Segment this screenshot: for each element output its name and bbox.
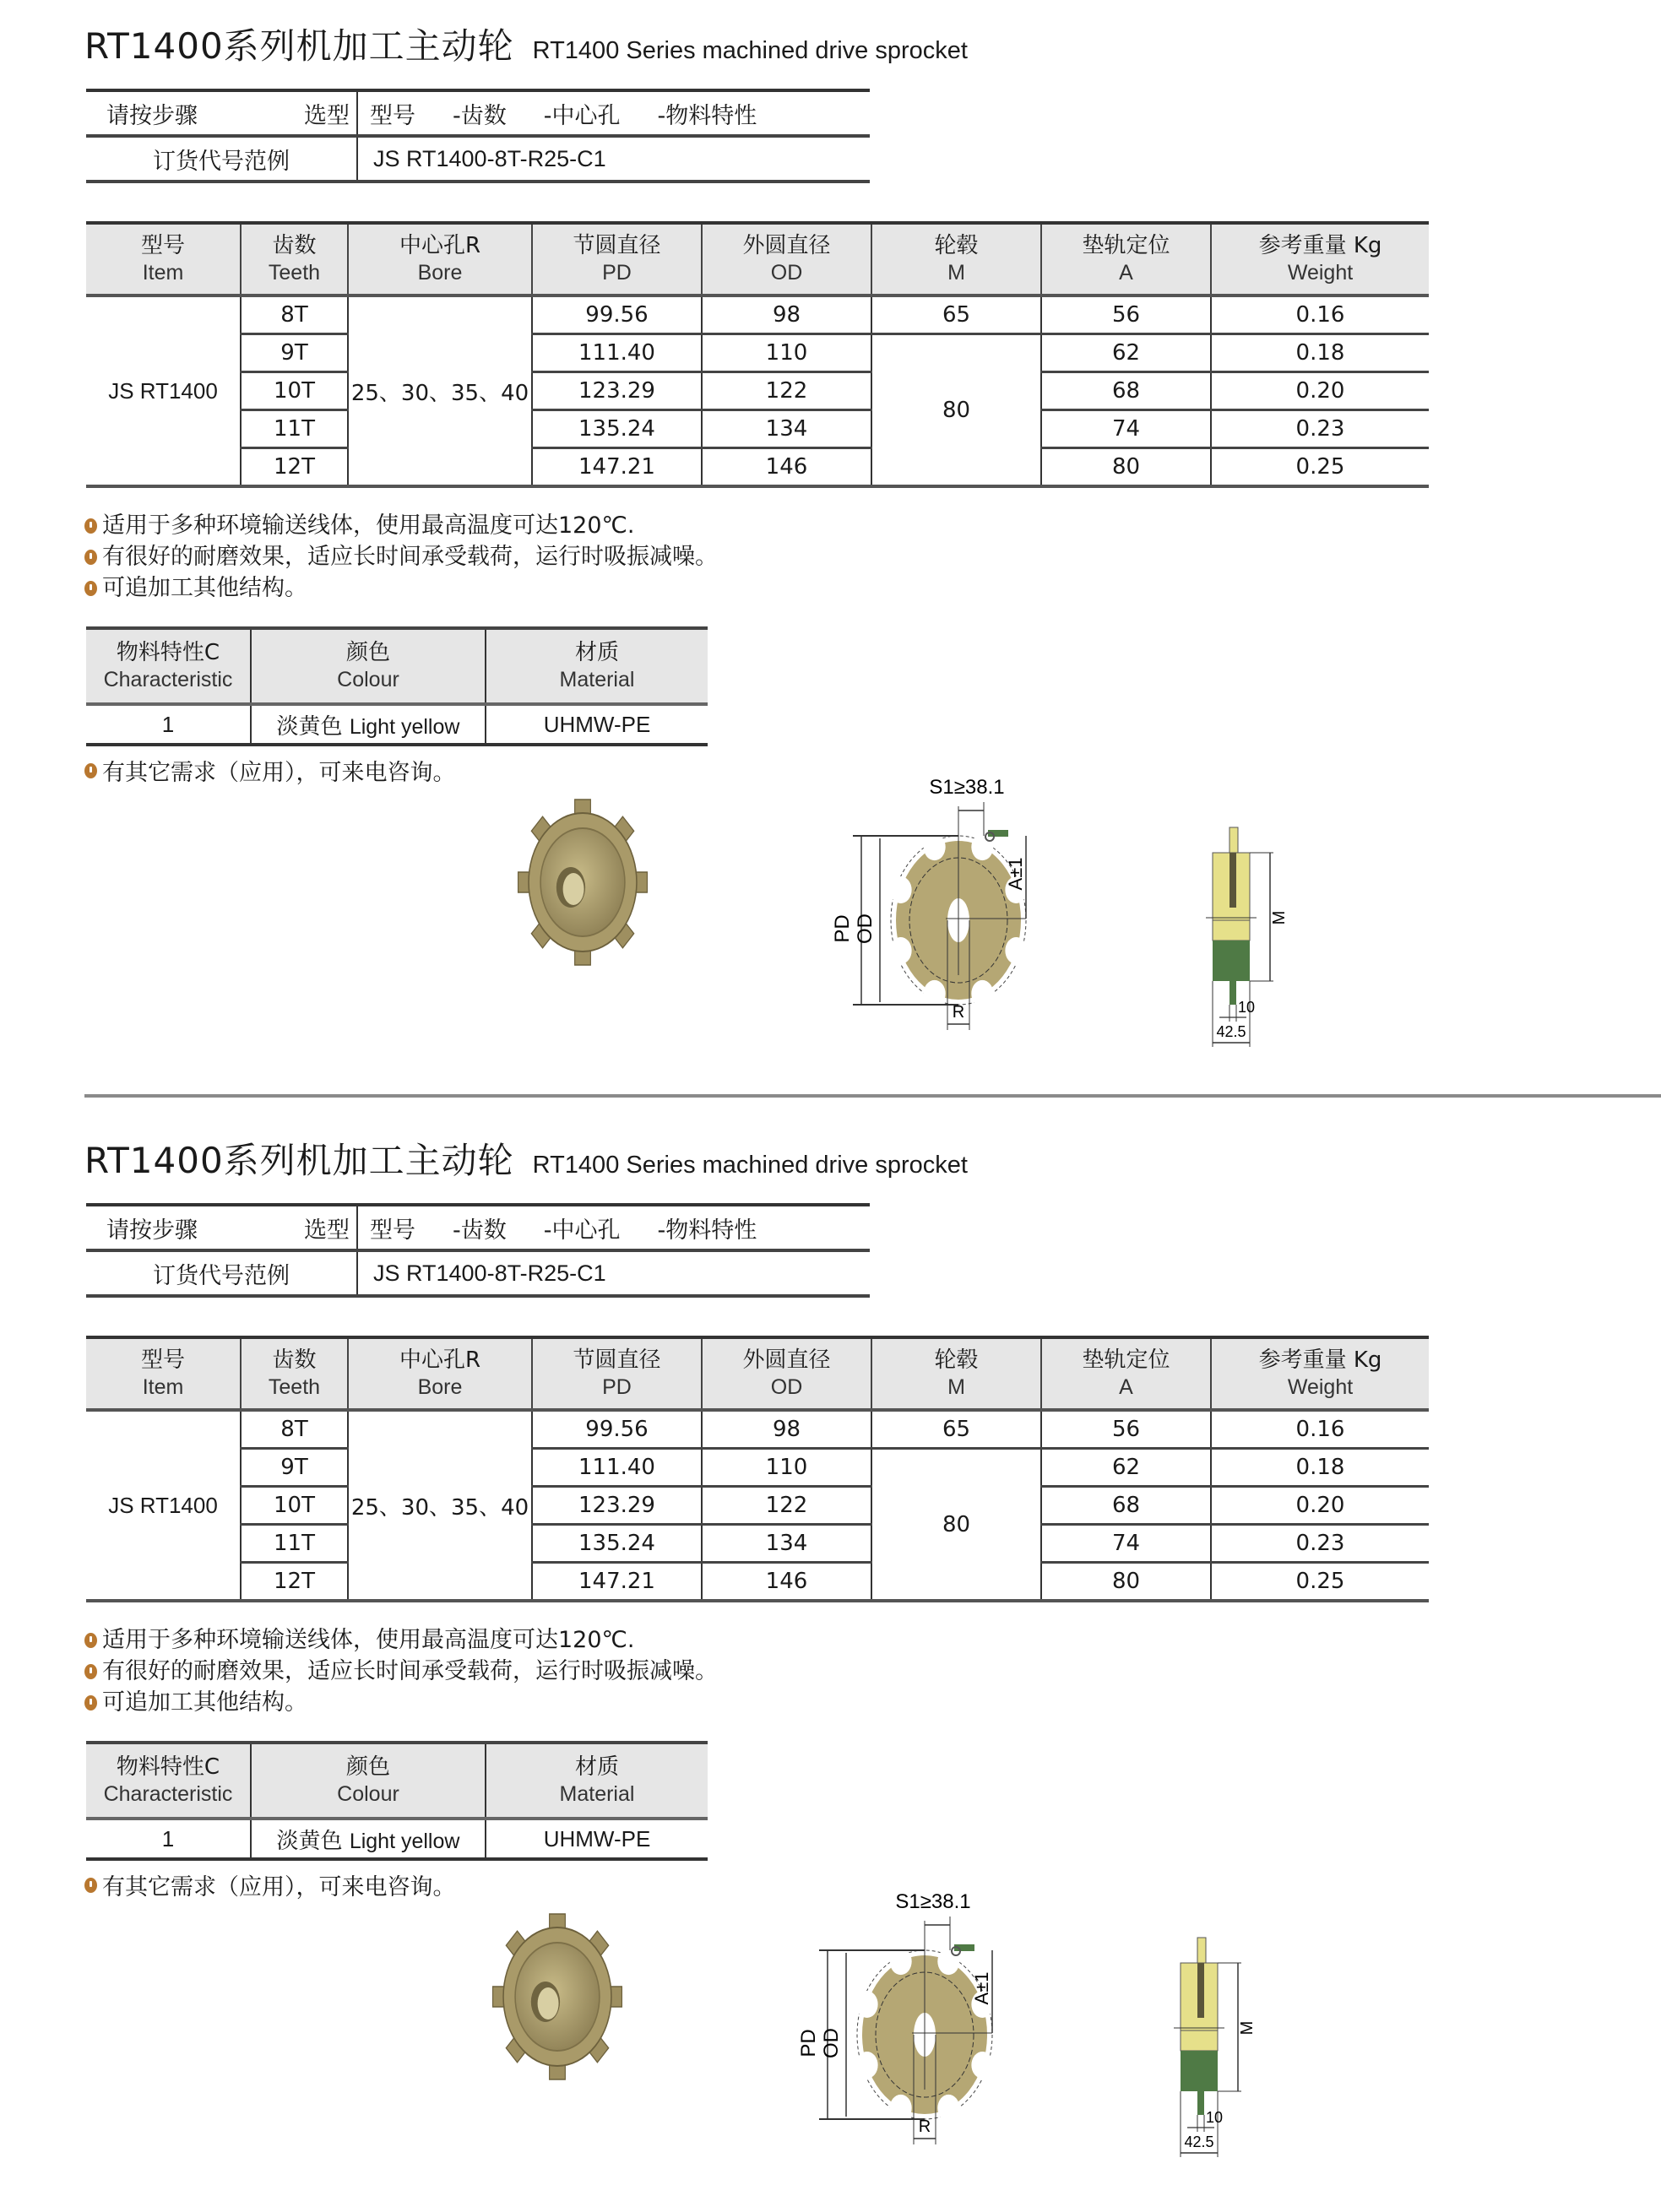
header-cn: 节圆直径 [573, 233, 661, 259]
cell-od: 110 [702, 1449, 871, 1487]
cell-weight: 0.23 [1211, 1525, 1429, 1563]
tooth-gap [856, 1991, 878, 2018]
bullet-icon [84, 518, 97, 534]
cell-od: 98 [702, 295, 871, 334]
cell-a: 80 [1041, 448, 1211, 487]
colour-cn: 淡黄色 [276, 1828, 343, 1854]
tooth-gap [924, 980, 946, 1007]
field-characteristic: -物料特性 [657, 102, 757, 129]
colour-en: Light yellow [349, 714, 460, 739]
field-teeth: -齿数 [453, 1217, 507, 1244]
material-col-header [251, 1743, 486, 1819]
spec-col-header [241, 223, 348, 295]
header-cn: 型号 [140, 233, 185, 259]
header-cn: 颜色 [345, 640, 390, 666]
selection-fields [357, 90, 870, 136]
feature-item [84, 1624, 718, 1656]
header-cn: 节圆直径 [573, 1347, 661, 1374]
header-en: Item [142, 260, 184, 285]
material-header-row [86, 628, 708, 704]
cell-od: 122 [702, 372, 871, 410]
material-col-header [486, 628, 708, 704]
cell-item: JS RT1400 [86, 1410, 241, 1601]
spec-col-header [532, 223, 702, 295]
spec-col-header [532, 1337, 702, 1410]
select-label: 选型 [304, 102, 350, 129]
spec-col-header [86, 223, 241, 295]
tooth-gap [856, 2052, 878, 2079]
example-value: JS RT1400-8T-R25-C1 [357, 1250, 870, 1296]
cell-colour [251, 1819, 486, 1859]
tooth-gap [971, 2052, 993, 2079]
field-bore: -中心孔 [543, 1217, 621, 1244]
example-label: 订货代号范例 [86, 136, 357, 182]
cell-pd: 123.29 [532, 1487, 702, 1525]
colour-cn: 淡黄色 [276, 713, 343, 740]
dim-a-label: A±1 [1005, 857, 1026, 891]
title-cn: RT1400系列机加工主动轮 [84, 25, 514, 67]
dim-od-label: OD [820, 2028, 843, 2058]
title-cn: RT1400系列机加工主动轮 [84, 1140, 514, 1181]
spec-row [86, 334, 1429, 372]
spec-col-header [702, 223, 871, 295]
section-title [84, 19, 968, 69]
cell-teeth: 9T [241, 1449, 348, 1487]
cell-teeth: 11T [241, 410, 348, 448]
tooth-gap [1005, 937, 1027, 964]
feature-text: 适用于多种环境输送线体，使用最高温度可达120℃. [102, 1627, 635, 1653]
tooth-gap [890, 1948, 912, 1975]
dim-m-label: M [1238, 2020, 1257, 2036]
cell-od: 134 [702, 1525, 871, 1563]
cell-pd: 147.21 [532, 1563, 702, 1602]
header-en: OD [770, 260, 803, 285]
bullet-icon [84, 1878, 97, 1893]
spec-col-header [1041, 1337, 1211, 1410]
spec-row [86, 410, 1429, 448]
cell-teeth: 10T [241, 1487, 348, 1525]
colour-en: Light yellow [349, 1829, 460, 1853]
spec-row [86, 1449, 1429, 1487]
header-en: PD [602, 1374, 632, 1399]
header-en: M [947, 1374, 965, 1399]
material-table [86, 1741, 708, 1861]
material-row [86, 1819, 708, 1859]
cell-pd: 111.40 [532, 334, 702, 372]
cell-pd: 99.56 [532, 295, 702, 334]
header-cn: 外圆直径 [742, 233, 831, 259]
header-cn: 中心孔R [399, 233, 481, 259]
dim-10-label: 10 [1206, 2109, 1224, 2126]
bullet-icon [84, 550, 97, 565]
contact-note [84, 1868, 456, 1901]
section-divider [84, 1094, 1661, 1098]
header-cn: 中心孔R [399, 1347, 481, 1374]
spec-row [86, 1410, 1429, 1449]
spec-col-header [1211, 223, 1429, 295]
header-en: Colour [337, 1781, 399, 1806]
spec-col-header [1041, 223, 1211, 295]
spec-col-header [86, 1337, 241, 1410]
cell-a: 80 [1041, 1563, 1211, 1602]
header-cn: 参考重量 Kg [1258, 1347, 1382, 1374]
header-en: OD [770, 1374, 803, 1399]
header-en: Teeth [268, 260, 321, 285]
header-en: A [1119, 260, 1133, 285]
dim-od-label: OD [854, 914, 877, 944]
dim-pd-label: PD [797, 2029, 820, 2057]
cell-teeth: 9T [241, 334, 348, 372]
dim-425-label: 42.5 [1216, 1023, 1246, 1040]
spec-header-row [86, 223, 1429, 295]
sprocket-3d-image [473, 1912, 642, 2081]
cell-code: 1 [86, 704, 251, 745]
spec-table [86, 1336, 1429, 1602]
cell-a: 56 [1041, 1410, 1211, 1449]
cell-code: 1 [86, 1819, 251, 1859]
feature-text: 适用于多种环境输送线体，使用最高温度可达120℃. [102, 512, 635, 539]
feature-item [84, 541, 718, 572]
feature-text: 可追加工其他结构。 [102, 575, 307, 601]
spec-col-header [241, 1337, 348, 1410]
header-cn: 颜色 [345, 1754, 390, 1781]
header-cn: 物料特性C [116, 640, 220, 666]
cell-od: 146 [702, 1563, 871, 1602]
bullet-icon [84, 1695, 97, 1711]
cell-weight: 0.16 [1211, 1410, 1429, 1449]
example-label: 订货代号范例 [86, 1250, 357, 1296]
bullet-icon [84, 763, 97, 778]
cell-a: 62 [1041, 1449, 1211, 1487]
selection-steps-row [86, 1205, 870, 1250]
contact-note [84, 754, 456, 787]
feature-text: 有很好的耐磨效果，适应长时间承受载荷，运行时吸振减噪。 [102, 1658, 718, 1684]
cell-weight: 0.16 [1211, 295, 1429, 334]
tooth-gap [890, 876, 912, 903]
note-text: 有其它需求（应用），可来电咨询。 [102, 760, 456, 786]
cell-teeth: 8T [241, 1410, 348, 1449]
cell-pd: 123.29 [532, 372, 702, 410]
header-cn: 垫轨定位 [1082, 1347, 1170, 1374]
tooth-gap [971, 833, 993, 860]
header-en: Item [142, 1374, 184, 1399]
tooth-gap [924, 833, 946, 860]
header-en: Characteristic [103, 667, 233, 691]
dim-10-label: 10 [1238, 999, 1256, 1016]
header-cn: 轮毂 [934, 233, 979, 259]
header-en: PD [602, 260, 632, 285]
cell-a: 68 [1041, 1487, 1211, 1525]
cell-item: JS RT1400 [86, 295, 241, 486]
header-en: Bore [417, 1374, 463, 1399]
dim-s1-label: S1≥38.1 [895, 1890, 971, 1913]
cell-weight: 0.18 [1211, 1449, 1429, 1487]
header-en: Weight [1287, 1374, 1354, 1399]
sprocket-3d-image [498, 798, 667, 967]
header-en: Teeth [268, 1374, 321, 1399]
bullet-icon [84, 1633, 97, 1648]
cell-material: UHMW-PE [486, 704, 708, 745]
header-cn: 垫轨定位 [1082, 233, 1170, 259]
title-en: RT1400 Series machined drive sprocket [532, 1152, 968, 1179]
order-example-row [86, 1250, 870, 1296]
tooth-gap [937, 2095, 959, 2122]
tooth-gap [937, 1948, 959, 1975]
dim-pd-label: PD [831, 914, 854, 943]
example-value: JS RT1400-8T-R25-C1 [357, 136, 870, 182]
header-cn: 物料特性C [116, 1754, 220, 1781]
spec-row [86, 1563, 1429, 1602]
feature-list [84, 510, 718, 604]
spec-header-row [86, 1337, 1429, 1410]
spec-row [86, 295, 1429, 334]
material-header-row [86, 1743, 708, 1819]
spec-row [86, 372, 1429, 410]
cell-od: 122 [702, 1487, 871, 1525]
product-section [0, 1114, 1661, 2212]
cell-weight: 0.25 [1211, 448, 1429, 487]
note-text: 有其它需求（应用），可来电咨询。 [102, 1874, 456, 1900]
cell-od: 98 [702, 1410, 871, 1449]
header-en: Weight [1287, 260, 1354, 285]
feature-text: 可追加工其他结构。 [102, 1689, 307, 1716]
cell-pd: 111.40 [532, 1449, 702, 1487]
cell-teeth: 12T [241, 1563, 348, 1602]
cell-teeth: 10T [241, 372, 348, 410]
cell-weight: 0.25 [1211, 1563, 1429, 1602]
selection-table [86, 89, 870, 183]
spec-col-header [348, 223, 532, 295]
cell-weight: 0.23 [1211, 410, 1429, 448]
material-row [86, 704, 708, 745]
steps-label: 请按步骤 [106, 102, 198, 129]
tooth-gap [890, 937, 912, 964]
spec-col-header [702, 1337, 871, 1410]
feature-item [84, 510, 718, 541]
cell-teeth: 11T [241, 1525, 348, 1563]
cell-teeth: 8T [241, 295, 348, 334]
steps-label: 请按步骤 [106, 1217, 198, 1244]
title-en: RT1400 Series machined drive sprocket [532, 37, 968, 64]
spec-col-header [1211, 1337, 1429, 1410]
cell-hub: 65 [871, 295, 1041, 334]
sprocket-front-drawing [777, 1879, 1081, 2157]
field-teeth: -齿数 [453, 102, 507, 129]
field-bore: -中心孔 [543, 102, 621, 129]
selection-fields [357, 1205, 870, 1250]
header-en: Material [559, 1781, 635, 1806]
cell-a: 62 [1041, 334, 1211, 372]
spec-col-header [871, 1337, 1041, 1410]
spec-row [86, 448, 1429, 487]
bullet-icon [84, 581, 97, 596]
cell-teeth: 12T [241, 448, 348, 487]
cell-od: 110 [702, 334, 871, 372]
field-model: 型号 [370, 102, 415, 129]
header-cn: 外圆直径 [742, 1347, 831, 1374]
cell-hub: 65 [871, 1410, 1041, 1449]
tooth-gap [890, 2095, 912, 2122]
feature-text: 有很好的耐磨效果，适应长时间承受载荷，运行时吸振减噪。 [102, 544, 718, 570]
cell-a: 68 [1041, 372, 1211, 410]
header-cn: 参考重量 Kg [1258, 233, 1382, 259]
header-cn: 型号 [140, 1347, 185, 1374]
select-label: 选型 [304, 1217, 350, 1244]
header-en: Material [559, 667, 635, 691]
cell-a: 56 [1041, 295, 1211, 334]
field-model: 型号 [370, 1217, 415, 1244]
header-cn: 材质 [574, 640, 619, 666]
header-en: Characteristic [103, 1781, 233, 1806]
spec-table [86, 221, 1429, 488]
sprocket-side-drawing [1165, 1933, 1275, 2161]
cell-colour [251, 704, 486, 745]
tooth-gap [971, 980, 993, 1007]
sprocket-side-drawing [1197, 823, 1307, 1051]
sprocket-front-drawing [811, 764, 1115, 1043]
dim-s1-label: S1≥38.1 [929, 776, 1005, 799]
spec-col-header [871, 223, 1041, 295]
dim-r-label: R [952, 1003, 965, 1022]
cell-hub: 80 [871, 1449, 1041, 1602]
cell-pd: 99.56 [532, 1410, 702, 1449]
feature-list [84, 1624, 718, 1718]
material-col-header [251, 628, 486, 704]
material-col-header [86, 1743, 251, 1819]
feature-item [84, 1656, 718, 1687]
bullet-icon [84, 1664, 97, 1679]
header-en: Bore [417, 260, 463, 285]
cell-weight: 0.20 [1211, 372, 1429, 410]
header-en: Colour [337, 667, 399, 691]
material-col-header [486, 1743, 708, 1819]
dim-a-label: A±1 [971, 1971, 992, 2005]
cell-a: 74 [1041, 1525, 1211, 1563]
cell-bore: 25、30、35、40 [348, 1410, 532, 1601]
order-example-row [86, 136, 870, 182]
selection-steps-row [86, 90, 870, 136]
field-characteristic: -物料特性 [657, 1217, 757, 1244]
header-cn: 轮毂 [934, 1347, 979, 1374]
dim-m-label: M [1270, 910, 1289, 925]
header-cn: 材质 [574, 1754, 619, 1781]
spec-col-header [348, 1337, 532, 1410]
spec-row [86, 1525, 1429, 1563]
cell-a: 74 [1041, 410, 1211, 448]
header-en: M [947, 260, 965, 285]
cell-pd: 147.21 [532, 448, 702, 487]
header-cn: 齿数 [272, 233, 317, 259]
cell-material: UHMW-PE [486, 1819, 708, 1859]
spec-row [86, 1487, 1429, 1525]
cell-weight: 0.18 [1211, 334, 1429, 372]
dim-r-label: R [918, 2117, 931, 2136]
selection-table [86, 1203, 870, 1298]
dim-425-label: 42.5 [1184, 2133, 1214, 2150]
cell-pd: 135.24 [532, 1525, 702, 1563]
material-col-header [86, 628, 251, 704]
cell-pd: 135.24 [532, 410, 702, 448]
product-section [0, 0, 1661, 1098]
cell-od: 134 [702, 410, 871, 448]
cell-hub: 80 [871, 334, 1041, 487]
material-table [86, 626, 708, 746]
header-cn: 齿数 [272, 1347, 317, 1374]
cell-weight: 0.20 [1211, 1487, 1429, 1525]
feature-item [84, 572, 718, 604]
section-title [84, 1133, 968, 1184]
cell-bore: 25、30、35、40 [348, 295, 532, 486]
feature-item [84, 1687, 718, 1718]
header-en: A [1119, 1374, 1133, 1399]
cell-od: 146 [702, 448, 871, 487]
